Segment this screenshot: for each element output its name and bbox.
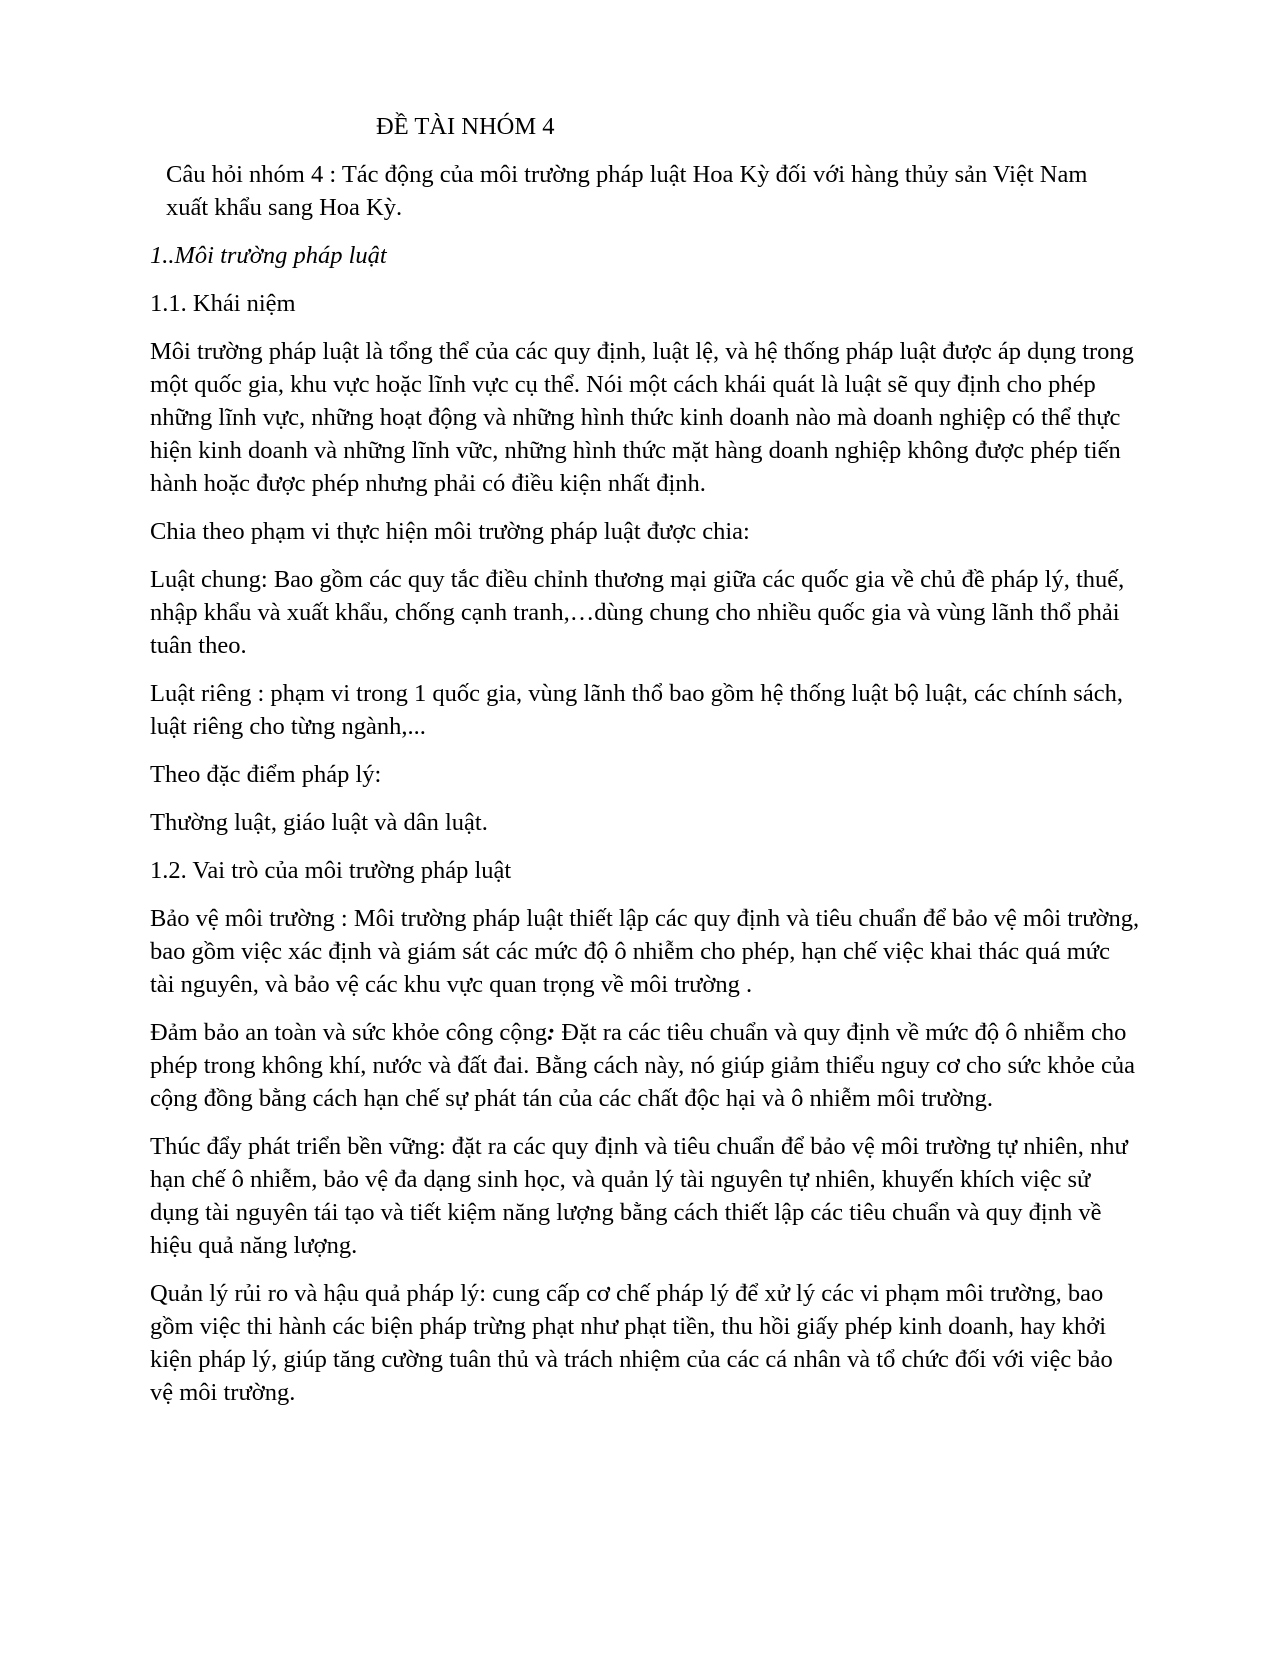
paragraph-general-law: Luật chung: Bao gồm các quy tắc điều chỉnh thương mại giữa các quốc gia về chủ đề pháp lý, thuế, nhập khẩu và xuất khẩu, chống cạnh tranh,…dùng chung cho nhiều quốc gia và vùng lãnh thổ phải tuân theo. (150, 566, 1125, 659)
paragraph-law-types: Thường luật, giáo luật và dân luật. (150, 809, 488, 836)
paragraph-private-law: Luật riêng : phạm vi trong 1 quốc gia, vùng lãnh thổ bao gồm hệ thống luật bộ luật, các chính sách, luật riêng cho từng ngành,... (150, 680, 1123, 740)
paragraph-definition: Môi trường pháp luật là tổng thể của các quy định, luật lệ, và hệ thống pháp luật được áp dụng trong một quốc gia, khu vực hoặc lĩnh vực cụ thể. Nói một cách khái quát là luật sẽ quy định cho phép những lĩnh vực, những hoạt động và những hình thức kinh doanh nào mà doanh nghiệp có thể thực hiện kinh doanh và những lĩnh vữc, những hình thức mặt hàng doanh nghiệp không được phép tiến hành hoặc được phép nhưng phải có điều kiện nhất định. (150, 338, 1134, 497)
document-page (150, 110, 1140, 1424)
paragraph-sustainable-development: Thúc đẩy phát triển bền vững: đặt ra các quy định và tiêu chuẩn để bảo vệ môi trường tự nhiên, như hạn chế ô nhiễm, bảo vệ đa dạng sinh học, và quản lý tài nguyên tự nhiên, khuyến khích việc sử dụng tài nguyên tái tạo và tiết kiệm năng lượng bằng cách thiết lập các tiêu chuẩn và quy định về hiệu quả năng lượng. (150, 1133, 1128, 1259)
env-protection-lead: Bảo vệ môi trường : (150, 905, 348, 932)
section-1-1-heading: 1.1. Khái niệm (150, 290, 296, 317)
env-protection-body: Môi trường pháp luật thiết lập các quy định và tiêu chuẩn để bảo vệ môi trường, bao gồm việc xác định và giám sát các mức độ ô nhiễm cho phép, hạn chế việc khai thác quá mức tài nguyên, và bảo vệ các khu vực quan trọng về môi trường . (150, 905, 1140, 998)
group-question: Câu hỏi nhóm 4 : Tác động của môi trường pháp luật Hoa Kỳ đối với hàng thủy sản Việt Nam xuất khẩu sang Hoa Kỳ. (166, 161, 1088, 221)
section-1-2-heading: 1.2. Vai trò của môi trường pháp luật (150, 857, 512, 884)
document-title: ĐỀ TÀI NHÓM 4 (376, 113, 555, 140)
paragraph-legal-feature: Theo đặc điểm pháp lý: (150, 761, 382, 788)
paragraph-risk-management: Quản lý rủi ro và hậu quả pháp lý: cung cấp cơ chế pháp lý để xử lý các vi phạm môi trường, bao gồm việc thi hành các biện pháp trừng phạt như phạt tiền, thu hồi giấy phép kinh doanh, hay khởi kiện pháp lý, giúp tăng cường tuân thủ và trách nhiệm của các cá nhân và tổ chức đối với việc bảo vệ môi trường. (150, 1280, 1113, 1406)
public-health-lead: Đảm bảo an toàn và sức khỏe công cộng (150, 1019, 547, 1046)
paragraph-public-health (150, 1016, 1140, 1115)
section-1-heading: 1..Môi trường pháp luật (150, 242, 387, 269)
public-health-body: Đặt ra các tiêu chuẩn và quy định về mức độ ô nhiễm cho phép trong không khí, nước và đất đai. Bằng cách này, nó giúp giảm thiểu nguy cơ cho sức khỏe của cộng đồng bằng cách hạn chế sự phát tán của các chất độc hại và ô nhiễm môi trường. (150, 1019, 1136, 1112)
paragraph-scope-intro: Chia theo phạm vi thực hiện môi trường pháp luật được chia: (150, 518, 750, 545)
paragraph-env-protection (150, 902, 1140, 1001)
public-health-colon: : (547, 1019, 556, 1046)
